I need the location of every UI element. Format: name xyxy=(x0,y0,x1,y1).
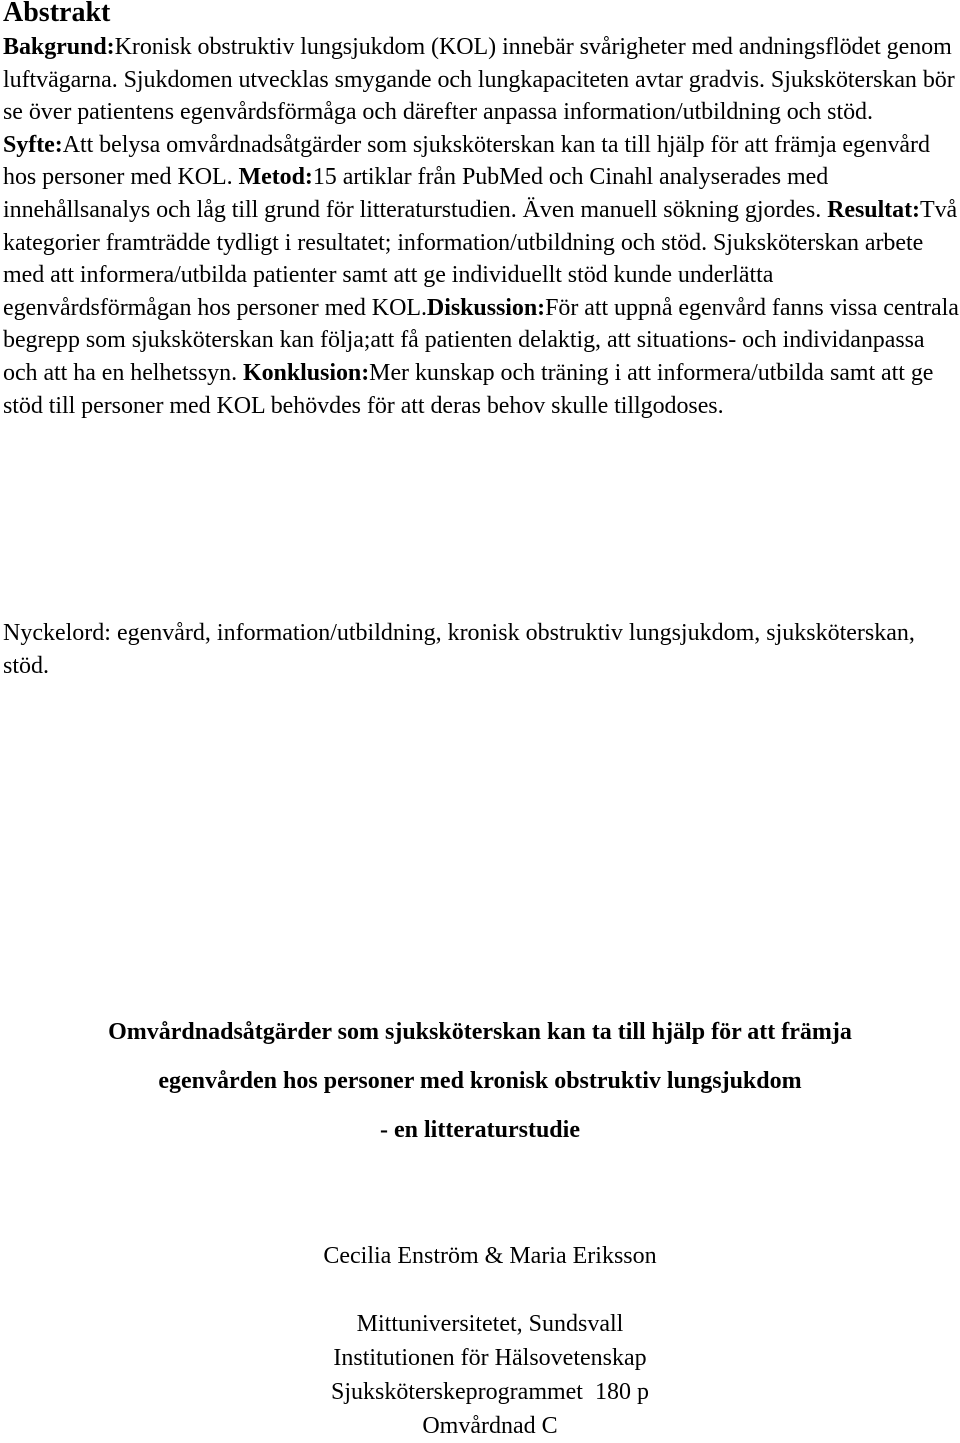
title-line-3: - en litteraturstudie xyxy=(380,1117,580,1143)
programme: Sjuksköterskeprogrammet 180 p xyxy=(331,1379,649,1405)
background-label: Bakgrund: xyxy=(3,34,115,60)
background-text: Kronisk obstruktiv lungsjukdom (KOL) innebär svårigheter med andningsflödet genom luftvägarna. Sjukdomen utvecklas smygande och lungkapaciteten avtar gradvis. Sjuksköterskan bör se över patientens egenvårdsförmåga och därefter anpassa information/utbildning och stöd. xyxy=(3,34,955,126)
method-label: Metod: xyxy=(238,164,313,191)
conclusion-text: Mer kunskap och träning i att informera/utbilda samt att ge stöd till personer med KOL behövdes för att deras behov skulle tillgodoses. xyxy=(3,359,934,419)
discussion-text: För att uppnå egenvård fanns vissa centrala begrepp som sjuksköterskan kan följa;att få patienten delaktig, att situations- och individanpassa och att ha en helhetssyn. xyxy=(3,294,959,386)
institution: Institutionen för Hälsovetenskap xyxy=(333,1345,647,1371)
keywords: Nyckelord: egenvård, information/utbildning, kronisk obstruktiv lungsjukdom, sjuksköterskan, stöd. xyxy=(3,620,915,679)
title-line-2: egenvården hos personer med kronisk obstruktiv lungsjukdom xyxy=(158,1068,802,1094)
results-text: Två kategorier framträdde tydligt i resultatet; information/utbildning och stöd. Sjuksköterskan arbete med att informera/utbilda patienter samt att ge individuellt stöd kunde underlätta egenvårdsförmågan hos personer med KOL. xyxy=(3,196,958,321)
aim-label: Syfte: xyxy=(3,131,63,158)
conclusion-label: Konklusion: xyxy=(242,359,370,386)
results-label: Resultat: xyxy=(827,196,920,223)
thesis-title xyxy=(0,1008,960,1155)
affiliation xyxy=(0,1307,960,1443)
discussion-label: Diskussion: xyxy=(426,294,546,321)
university: Mittuniversitetet, Sundsvall xyxy=(356,1311,624,1337)
title-line-1: Omvårdnadsåtgärder som sjuksköterskan kan ta till hjälp för att främja xyxy=(108,1019,852,1045)
abstract-heading: Abstrakt xyxy=(3,0,111,28)
method-text: 15 artiklar från PubMed och Cinahl analyserades med innehållsanalys och låg till grund för litteraturstudien. Även manuell sökning gjordes. xyxy=(3,164,829,223)
aim-text: Att belysa omvårdnadsåtgärder som sjuksköterskan kan ta till hjälp för att främja egenvård hos personer med KOL. xyxy=(3,131,930,191)
course: Omvårdnad C xyxy=(422,1413,558,1439)
abstract-body xyxy=(3,31,959,422)
authors: Cecilia Enström & Maria Eriksson xyxy=(323,1243,657,1269)
